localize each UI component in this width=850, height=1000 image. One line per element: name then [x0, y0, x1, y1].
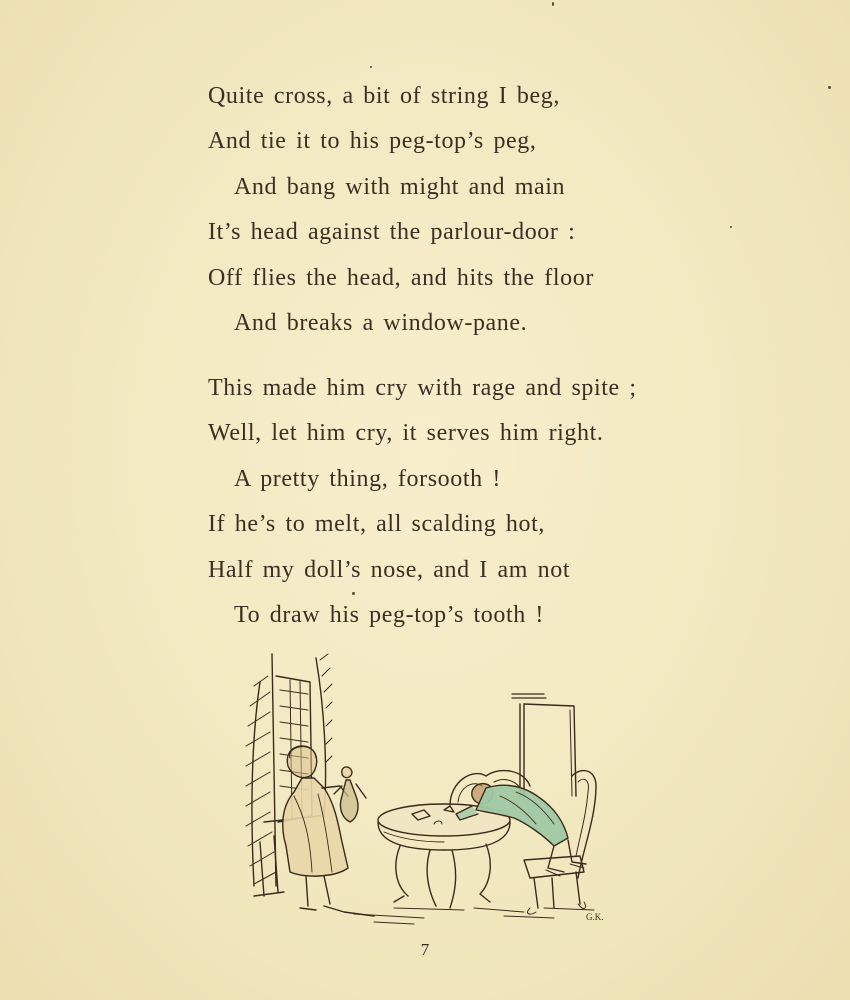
poem-line: Well, let him cry, it serves him right.: [208, 420, 604, 447]
poem-line-indented: A pretty thing, forsooth !: [234, 465, 501, 492]
poem-line-indented: And bang with might and main: [234, 173, 566, 200]
paper-speck: [552, 2, 554, 6]
paper-speck: [828, 86, 831, 89]
poem-line: This made him cry with rage and spite ;: [208, 375, 637, 401]
poem-line: Off flies the head, and hits the floor: [208, 264, 594, 291]
paper-speck: [730, 226, 732, 228]
poem-line-indented: To draw his peg-top’s tooth !: [234, 601, 545, 628]
poem-line: Half my doll’s nose, and I am not: [208, 556, 571, 583]
stanza-2: [208, 366, 768, 638]
door-drawing: [512, 694, 576, 796]
illustration-girl-and-boy-at-table: [224, 646, 624, 928]
floor-hatching: [354, 908, 594, 924]
poem-line: If he’s to melt, all scalding hot,: [208, 511, 546, 538]
stanza-1: [208, 74, 768, 346]
girl-with-doll-drawing: [283, 746, 374, 916]
paper-speck: [370, 66, 372, 68]
page-number: 7: [420, 940, 430, 959]
poem-line: It’s head against the parlour-door :: [208, 219, 576, 246]
poem-line-indented: And breaks a window-pane.: [234, 309, 528, 336]
artist-signature: G.K.: [586, 912, 604, 922]
paper-speck: [352, 592, 355, 595]
round-table-drawing: [378, 804, 510, 908]
poem-line: Quite cross, a bit of string I beg,: [208, 83, 560, 109]
poem-line: And tie it to his peg-top’s peg,: [208, 128, 537, 155]
